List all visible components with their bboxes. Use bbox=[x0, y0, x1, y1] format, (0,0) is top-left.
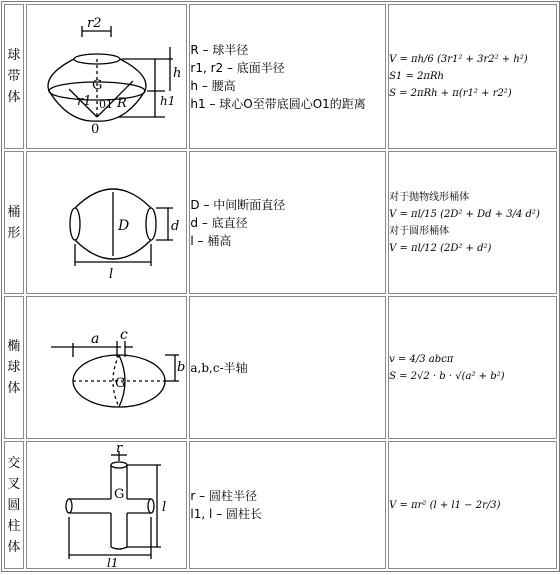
formula-cell bbox=[388, 151, 557, 294]
table-row bbox=[4, 151, 557, 294]
formula-line: S = 2πRh + π(r1² + r2²) bbox=[389, 88, 512, 99]
name-char: 椭 bbox=[7, 339, 21, 354]
description-line: h1 – 球心O至带底圆心O1的距离 bbox=[190, 96, 366, 111]
name-char: 体 bbox=[7, 90, 21, 105]
figure-label: R bbox=[116, 95, 127, 111]
spherical-zone-figure bbox=[29, 7, 185, 147]
description-line: l – 桶高 bbox=[190, 233, 232, 248]
name-char: 球 bbox=[7, 360, 21, 375]
figure-label: l bbox=[108, 266, 113, 282]
figure-label: l bbox=[161, 500, 166, 515]
name-char: 圆 bbox=[7, 497, 21, 513]
figure-label: d bbox=[170, 218, 179, 234]
figure-cell bbox=[26, 151, 188, 294]
name-char: 带 bbox=[7, 69, 21, 84]
figure-label: G bbox=[113, 487, 124, 502]
formula-cell bbox=[388, 441, 557, 569]
figure-label: r2 bbox=[86, 15, 102, 31]
name-char: 形 bbox=[7, 225, 21, 241]
formula-line: v = 4/3 abcπ bbox=[389, 353, 454, 365]
figure-label: h1 bbox=[159, 93, 175, 108]
description-line: h – 腰高 bbox=[190, 78, 236, 93]
description-line: D – 中间断面直径 bbox=[190, 197, 286, 212]
description-cell bbox=[189, 151, 386, 294]
figure-label: b bbox=[176, 359, 185, 375]
formula-caption: 对于圆形桶体 bbox=[389, 225, 450, 237]
name-char: 叉 bbox=[7, 476, 21, 492]
name-char: 桶 bbox=[7, 204, 21, 220]
name-char: 球 bbox=[7, 48, 21, 63]
row-name-cell bbox=[4, 441, 24, 569]
barrel-figure bbox=[29, 154, 185, 292]
figure-label: G bbox=[114, 375, 125, 391]
figure-label: G bbox=[91, 77, 102, 93]
figure-label: l1 bbox=[106, 556, 119, 567]
name-char: 体 bbox=[7, 539, 21, 555]
formula-line: V = πr² (l + l1 − 2r/3) bbox=[389, 499, 501, 511]
description-line: R – 球半径 bbox=[190, 42, 249, 57]
name-char: 体 bbox=[7, 381, 21, 396]
formula-caption: 对于抛物线形桶体 bbox=[389, 191, 470, 203]
figure-label: 0 bbox=[90, 121, 99, 137]
formula-line: V = πh/6 (3r1² + 3r2² + h²) bbox=[389, 54, 528, 65]
formula-line: V = πl/15 (2D² + Dd + 3/4 d²) bbox=[389, 208, 540, 220]
row-name-cell bbox=[4, 151, 24, 294]
ellipsoid-figure bbox=[29, 299, 185, 437]
formula-line: S1 = 2πRh bbox=[389, 71, 444, 82]
description-cell bbox=[189, 296, 386, 439]
description-line: a,b,c-半轴 bbox=[190, 360, 248, 375]
figure-cell bbox=[26, 441, 188, 569]
table-row bbox=[4, 296, 557, 439]
description-line: l1, l – 圆柱长 bbox=[190, 507, 262, 521]
figure-label: c bbox=[119, 326, 128, 343]
name-char: 柱 bbox=[7, 518, 21, 534]
description-line: r1, r2 – 底面半径 bbox=[190, 60, 285, 75]
formula-line: V = πl/12 (2D² + d²) bbox=[389, 242, 492, 254]
name-char: 交 bbox=[7, 455, 21, 471]
description-line: r – 圆柱半径 bbox=[190, 489, 257, 503]
description-cell bbox=[189, 441, 386, 569]
row-name-cell bbox=[4, 4, 24, 149]
figure-cell bbox=[26, 296, 188, 439]
solids-formula-table bbox=[1, 1, 560, 572]
figure-label: D bbox=[117, 217, 129, 234]
figure-cell bbox=[26, 4, 188, 149]
crossing-cylinders-figure bbox=[29, 443, 185, 567]
formula-cell bbox=[388, 296, 557, 439]
figure-label: a bbox=[90, 330, 99, 347]
row-name-cell bbox=[4, 296, 24, 439]
figure-label: r bbox=[115, 443, 122, 456]
figure-label: r1 bbox=[76, 93, 92, 109]
figure-label: h bbox=[172, 65, 181, 81]
formula-line: S = 2√2 · b · √(a² + b²) bbox=[389, 370, 505, 382]
formula-cell bbox=[388, 4, 557, 149]
table-row bbox=[4, 4, 557, 149]
figure-label: 01 bbox=[98, 97, 113, 111]
description-cell bbox=[189, 4, 386, 149]
description-line: d – 底直径 bbox=[190, 215, 248, 230]
table-row bbox=[4, 441, 557, 569]
